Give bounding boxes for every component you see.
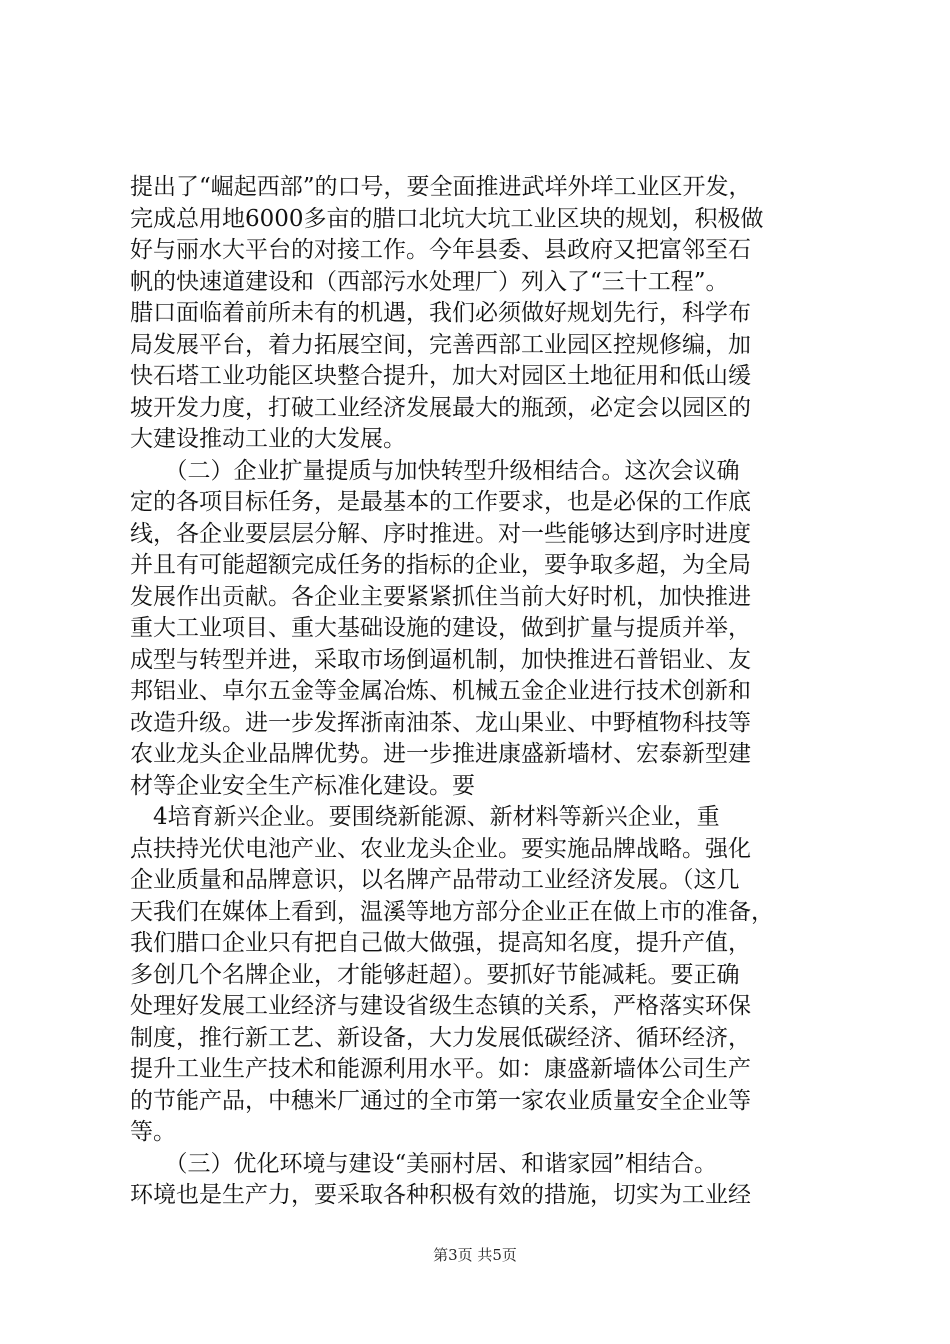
text-line: 腊口面临着前所未有的机遇，我们必须做好规划先行，科学布: [130, 300, 751, 326]
text-line: 材等企业安全生产标准化建设。要: [130, 772, 475, 799]
text-line: 快石塔工业功能区块整合提升，加大对园区土地征用和低山缓: [130, 363, 751, 389]
text-line: 制度，推行新工艺、新设备，大力发展低碳经济、循环经济，: [130, 1024, 751, 1051]
text-line: 并且有可能超额完成任务的指标的企业，要争取多超，为全局: [130, 552, 751, 578]
text-line: 成型与转型并进，采取市场倒逼机制，加快推进石普铝业、友: [130, 646, 751, 673]
text-line: 坡开发力度，打破工业经济发展最大的瓶颈，必定会以园区的: [130, 394, 751, 421]
text-line: 线，各企业要层层分解、序时推进。对一些能够达到序时进度: [130, 520, 751, 547]
text-line: （二）企业扩量提质与加快转型升级相结合。这次会议确: [130, 457, 740, 484]
text-line: 完成总用地6000多亩的腊口北坑大坑工业区块的规划，积极做: [130, 205, 764, 232]
text-line: 好与丽水大平台的对接工作。今年县委、县政府又把富邻至石: [130, 237, 751, 263]
text-line: 提升工业生产技术和能源利用水平。如：康盛新墙体公司生产: [130, 1056, 751, 1082]
text-line: 处理好发展工业经济与建设省级生态镇的关系，严格落实环保: [130, 993, 751, 1019]
text-line: 天我们在媒体上看到，温溪等地方部分企业正在做上市的准备，: [130, 898, 774, 925]
text-line: 重大工业项目、重大基础设施的建设，做到扩量与提质并举，: [130, 615, 751, 641]
text-line: 企业质量和品牌意识，以名牌产品带动工业经济发展。（这几: [130, 867, 740, 893]
text-line: 定的各项目标任务，是最基本的工作要求，也是必保的工作底: [130, 489, 751, 515]
text-line: 帆的快速道建设和（西部污水处理厂）列入了“三十工程”。: [130, 268, 729, 295]
text-line: 农业龙头企业品牌优势。进一步推进康盛新墙材、宏泰新型建: [130, 741, 751, 767]
page-footer: 第3页 共5页: [433, 1246, 517, 1264]
text-line: 改造升级。进一步发挥浙南油茶、龙山果业、中野植物科技等: [130, 709, 751, 736]
text-line: 环境也是生产力，要采取各种积极有效的措施，切实为工业经: [130, 1182, 751, 1208]
text-line: 点扶持光伏电池产业、农业龙头企业。要实施品牌战略。强化: [130, 835, 751, 862]
text-line: 的节能产品，中穗米厂通过的全市第一家农业质量安全企业等: [130, 1087, 751, 1114]
text-line: 发展作出贡献。各企业主要紧紧抓住当前大好时机，加快推进: [130, 583, 751, 610]
text-line: （三）优化环境与建设“美丽村居、和谐家园”相结合。: [130, 1150, 718, 1177]
text-line: 局发展平台，着力拓展空间，完善西部工业园区控规修编，加: [130, 331, 751, 358]
text-line: 邦铝业、卓尔五金等金属冶炼、机械五金企业进行技术创新和: [130, 678, 751, 704]
text-line: 等。: [130, 1119, 176, 1145]
document-body: [130, 172, 830, 1212]
text-line: 4培育新兴企业。要围绕新能源、新材料等新兴企业，重: [130, 804, 720, 830]
text-line: 我们腊口企业只有把自己做大做强，提高知名度，提升产值，: [130, 930, 751, 956]
text-line: 提出了“崛起西部”的口号，要全面推进武垟外垟工业区开发，: [130, 174, 752, 200]
text-line: 多创几个名牌企业，才能够赶超）。要抓好节能减耗。要正确: [130, 961, 740, 988]
text-line: 大建设推动工业的大发展。: [130, 426, 406, 452]
